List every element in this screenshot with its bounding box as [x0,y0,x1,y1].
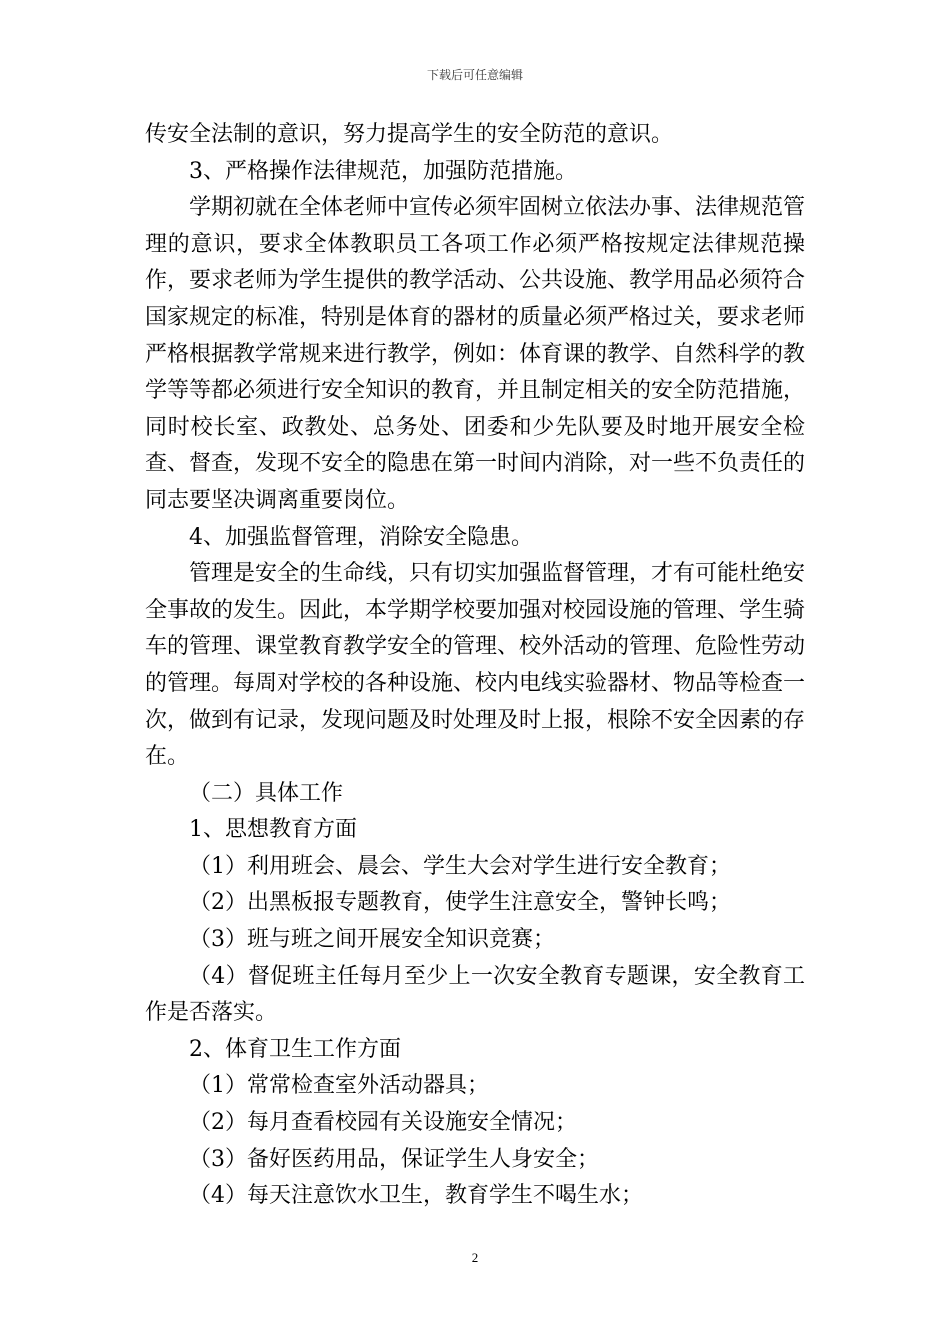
paragraph-supervision: 管理是安全的生命线，只有切实加强监督管理，才有可能杜绝安全事故的发生。因此，本学期学校要加强对校园设施的管理、学生骑车的管理、课堂教育教学安全的管理、校外活动的管理、危险性劳动的管理。每周对学校的各种设施、校内电线实验器材、物品等检查一次，做到有记录，发现问题及时处理及时上报，根除不安全因素的存在。 [145,561,806,770]
list-item: （4）督促班主任每月至少上一次安全教育专题课，安全教育工作是否落实。 [145,963,805,1026]
section-heading-specific-work: （二）具体工作 [189,780,344,806]
list-item: （4）每天注意饮水卫生，教育学生不喝生水； [189,1183,643,1209]
section-heading-4: 4、加强监督管理，消除安全隐患。 [189,524,533,550]
subsection-heading-ideological-education: 1、思想教育方面 [189,817,357,843]
list-item: （3）备好医药用品，保证学生人身安全； [189,1146,599,1172]
list-item: （1）常常检查室外活动器具； [189,1073,489,1099]
page-number: 2 [471,1250,479,1265]
list-item: （3）班与班之间开展安全知识竞赛； [189,927,555,953]
section-heading-3: 3、严格操作法律规范，加强防范措施。 [189,158,577,184]
list-item: （2）出黑板报专题教育，使学生注意安全，警钟长鸣； [189,890,731,916]
document-body [145,117,805,1215]
paragraph-continued: 传安全法制的意识，努力提高学生的安全防范的意识。 [145,122,674,147]
list-item: （1）利用班会、晨会、学生大会对学生进行安全教育； [189,853,731,879]
list-item: （2）每月查看校园有关设施安全情况； [189,1110,577,1136]
subsection-heading-sports-health: 2、体育卫生工作方面 [189,1036,401,1062]
page-header: 下载后可任意编辑 [426,68,523,82]
paragraph-legal-norms: 学期初就在全体老师中宣传必须牢固树立依法办事、法律规范管理的意识，要求全体教职员工各项工作必须严格按规定法律规范操作，要求老师为学生提供的教学活动、公共设施、教学用品必须符合国家规定的标准，特别是体育的器材的质量必须严格过关，要求老师严格根据教学常规来进行教学，例如：体育课的教学、自然科学的教学等等都必须进行安全知识的教育，并且制定相关的安全防范措施，同时校长室、政教处、总务处、团委和少先队要及时地开展安全检查、督查，发现不安全的隐患在第一时间内消除，对一些不负责任的同志要坚决调离重要岗位。 [145,195,806,513]
